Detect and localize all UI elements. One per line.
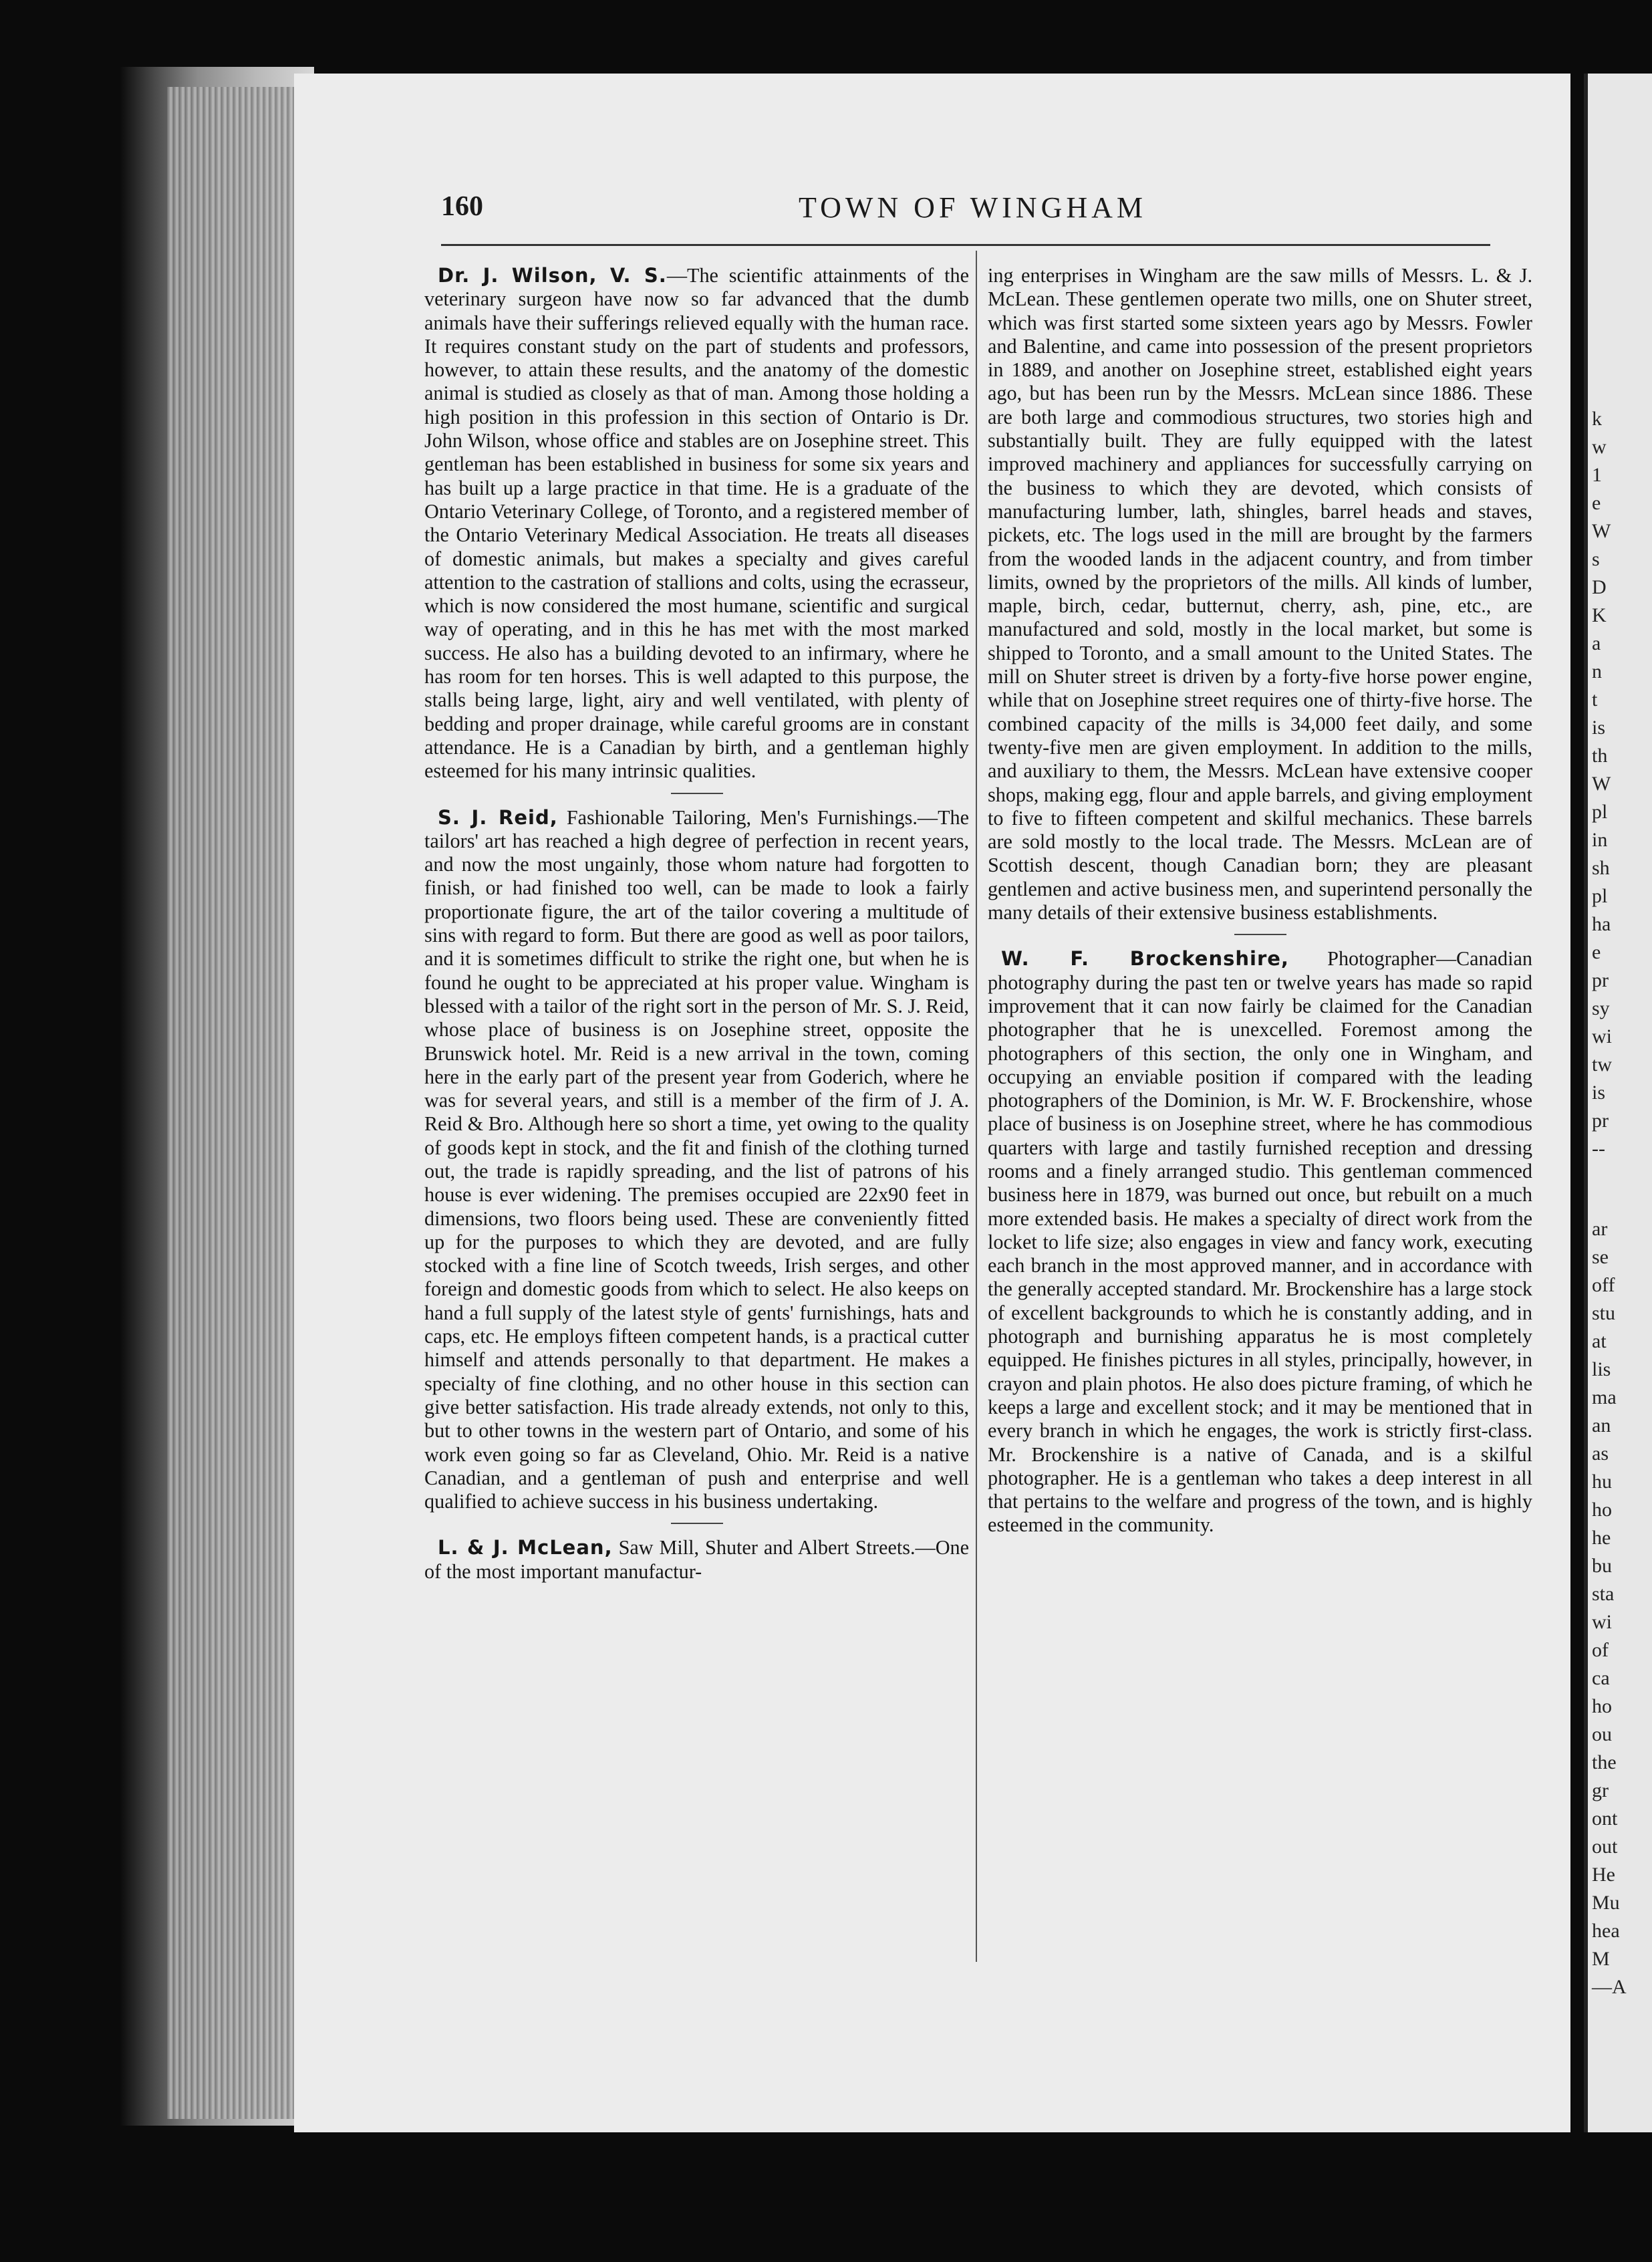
adjacent-page-fragment: —A	[1592, 1976, 1627, 1998]
adjacent-page-fragment: W	[1592, 773, 1611, 795]
adjacent-page-fragment: hea	[1592, 1920, 1620, 1942]
adjacent-page-fragment: out	[1592, 1836, 1618, 1858]
adjacent-page-fragment: as	[1592, 1442, 1609, 1465]
adjacent-page-fragment: he	[1592, 1527, 1611, 1549]
page-header	[441, 191, 1490, 231]
header-rule	[441, 244, 1490, 246]
adjacent-page-fragment: ho	[1592, 1695, 1612, 1717]
adjacent-page-fragment: w	[1592, 436, 1607, 458]
adjacent-page-fragment: th	[1592, 745, 1608, 767]
adjacent-page-fragment: ha	[1592, 913, 1611, 935]
adjacent-page-fragment: pr	[1592, 969, 1609, 991]
adjacent-page-fragment: lis	[1592, 1358, 1611, 1380]
entry-text: Fashionable Tailoring, Men's Furnishings.—The tailors' art has reached a high degree of perfection in recent years, and now the most ungainly, those whom nature had forgotten to finish, or had finished too well, can be made to look a fairly proportionate figure, the art of the tailor covering a multitude of sins with regard to form. But there are good as well as poor tailors, and it is sometimes difficult to strike the right one, but when he is found he ought to be appreciated at his proper value. Wingham is blessed with a tailor of the right sort in the person of Mr. S. J. Reid, whose place of business is on Josephine street, opposite the Brunswick hotel. Mr. Reid is a new arrival in the town, coming here in the early part of the present year from Goderich, where he was for several years, and still is a member of the firm of J. A. Reid & Bro. Although here so short a time, yet owing to the quality of goods kept in stock, and the fit and finish of the clothing turned out, the trade is rapidly spreading, and the list of patrons of his house is ever widening. The premises occupied are 22x90 feet in dimensions, two floors being used. These are conveniently fitted up for the purposes to which they are devoted, and are fully stocked with a fine line of Scotch tweeds, Irish serges, and other foreign and domestic goods from which to select. He also keeps on hand a full supply of the latest style of gents' furnishings, hats and caps, etc. He employs fifteen competent hands, is a practical cutter himself and attends personally to that department. He makes a specialty of fine clothing, and no other house in this section can give better satisfaction. His trade already extends, not only to this, but to other towns in the western part of Ontario, and some of his work even going so far as Cleveland, Ohio. Mr. Reid is a native Canadian, and a gentleman of push and enterprise and well qualified to achieve success in his business undertaking.	[424, 805, 970, 1513]
running-title: TOWN OF WINGHAM	[799, 191, 1147, 224]
adjacent-page-fragment: pl	[1592, 885, 1608, 907]
column-divider	[976, 251, 977, 1962]
left-column	[424, 264, 969, 1584]
adjacent-page-fragment: bu	[1592, 1555, 1612, 1577]
adjacent-page-fragment: t	[1592, 688, 1598, 711]
entry-text: Saw Mill, Shuter and Albert Streets.—One of the most important manufactur-	[424, 1536, 970, 1583]
adjacent-page-fragment: s	[1592, 548, 1600, 570]
entry-text: —The scientific attainments of the veterinary surgeon have now so far advanced that the dumb animals have their sufferings relieved equally with the human race. It requires constant study on the part of students and professors, however, to attain these results, and the anatomy of the domestic animal is studied as closely as that of man. Among those holding a high position in this profession in this section of Ontario is Dr. John Wilson, whose office and stables are on Josephine street. This gentleman has been established in business for some six years and has built up a large practice in that time. He is a graduate of the Ontario Veterinary College, of Toronto, and a registered member of the Ontario Veterinary Medical Association. He treats all diseases of domestic animals, but makes a specialty and gives careful attention to the castration of stallions and colts, using the ecrasseur, which is now considered the most humane, scientific and surgical way of operating, and in this he has met with the most marked success. He also has a building devoted to an infirmary, where he has room for ten horses. This is well adapted to this purpose, the stalls being large, light, airy and well ventilated, with plenty of bedding and proper drainage, while careful grooms are in constant attendance. He is a Canadian by birth, and a gentleman highly esteemed for his many intrinsic qualities.	[424, 264, 969, 783]
adjacent-page-fragment: 1	[1592, 464, 1602, 486]
adjacent-page-fragment: n	[1592, 660, 1602, 682]
adjacent-page-fragment: He	[1592, 1864, 1615, 1886]
adjacent-page-fragment: se	[1592, 1246, 1609, 1268]
page-number: 160	[441, 191, 483, 222]
adjacent-page-fragment: Mu	[1592, 1892, 1620, 1914]
entry-text: Photographer—Canadian photography during the past ten or twelve years has made so rapid improvement that it can now fairly be claimed for the Canadian photographer that he is unexcelled. Foremost among the photographers of this section, the only one in Wingham, and occupying an enviable position if compared with the leading photographers of the Dominion, is Mr. W. F. Brockenshire, whose place of business is on Josephine street, where he has commodious quarters with large and tastily furnished reception and dressing rooms and a finely arranged studio. This gentleman commenced business here in 1879, was burned out once, but rebuilt on a much more extended basis. He makes a specialty of direct work from the locket to life size; also engages in view and fancy work, executing each branch in the most approved manner, and in accordance with the generally accepted standard. Mr. Brockenshire has a large stock of excellent backgrounds to which he is constantly adding, and in photograph and burnishing apparatus he is most completely equipped. He finishes pictures in all styles, principally, however, in crayon and plain photos. He also does picture framing, of which he keeps a large and excellent stock; and it may be mentioned that in every branch in which he engages, the work is strictly first-class. Mr. Brockenshire is a native of Canada, and is a skilful photographer. He is a gentleman who takes a deep interest in all that pertains to the welfare and progress of the town, and is highly esteemed in the community.	[988, 947, 1532, 1537]
adjacent-page-fragment: at	[1592, 1330, 1607, 1352]
adjacent-page-fragment: pr	[1592, 1110, 1609, 1132]
adjacent-page-fragment: an	[1592, 1414, 1611, 1436]
adjacent-page-fragment: a	[1592, 632, 1601, 654]
adjacent-page-fragment: ma	[1592, 1386, 1617, 1408]
adjacent-page-fragment: the	[1592, 1751, 1617, 1773]
adjacent-page-fragment: gr	[1592, 1779, 1609, 1801]
adjacent-page-fragment: sy	[1592, 997, 1610, 1019]
adjacent-page-fragment: ho	[1592, 1499, 1612, 1521]
adjacent-page-fragment: K	[1592, 604, 1607, 626]
adjacent-page-fragment: is	[1592, 1082, 1606, 1104]
adjacent-page-fragment: e	[1592, 941, 1601, 963]
adjacent-page-fragment: in	[1592, 829, 1608, 851]
adjacent-page-fragment: ont	[1592, 1807, 1618, 1830]
adjacent-page-fragment: sta	[1592, 1583, 1615, 1605]
entry-separator	[671, 1523, 723, 1524]
entry-brockenshire	[988, 947, 1532, 1537]
entry-reid	[424, 806, 969, 1514]
entry-separator	[1234, 934, 1286, 935]
adjacent-page-fragment: hu	[1592, 1471, 1612, 1493]
entry-name: W. F. Brockenshire,	[1001, 947, 1289, 971]
adjacent-page-fragment: W	[1592, 520, 1611, 542]
entry-name: L. & J. McLean,	[438, 1536, 613, 1559]
adjacent-page-fragment: is	[1592, 717, 1606, 739]
adjacent-page-strip	[1584, 74, 1652, 2132]
entry-name: Dr. J. Wilson, V. S.	[438, 264, 667, 287]
right-column	[988, 264, 1532, 1537]
page-stack-edge	[167, 87, 301, 2119]
adjacent-page-fragment: of	[1592, 1639, 1609, 1661]
adjacent-page-fragment: stu	[1592, 1302, 1616, 1324]
entry-text: ing enterprises in Wingham are the saw mills of Messrs. L. & J. McLean. These gentlemen operate two mills, one on Shuter street, which was first started some sixteen years ago by Messrs. Fowler and Balentine, and came into possession of the present proprietors in 1889, and another on Josephine street, established eight years ago, but has been run by the Messrs. McLean since 1886. These are both large and commodious structures, two stories high and substantially built. They are fully equipped with the latest improved machinery and appliances for successfully carrying on the business to which they are devoted, which consists of manufacturing lumber, lath, shingles, barrel heads and staves, pickets, etc. The logs used in the mill are brought by the farmers from the wooded lands in the adjacent country, and from timber limits, owned by the proprietors of the mills. All kinds of lumber, maple, birch, cedar, butternut, cherry, ash, pine, etc., are manufactured and sold, mostly in the local market, but some is shipped to Toronto, and a small amount to the United States. The mill on Shuter street is driven by a forty-five horse power engine, while that on Josephine street requires one of thirty-five horse. The combined capacity of the mills is 34,000 feet daily, and some twenty-five men are given employment. In addition to the mills, and auxiliary to them, the Messrs. McLean have extensive cooper shops, making egg, flour and apple barrels, and giving employment to five to fifteen competent and skilful mechanics. These barrels are sold mostly to the local trade. The Messrs. McLean are of Scottish descent, though Canadian born; they are pleasant gentlemen and active business men, and superintend personally the many details of their extensive business establishments.	[988, 264, 1532, 924]
adjacent-page-fragment: off	[1592, 1274, 1615, 1296]
entry-mclean-continued	[988, 264, 1532, 924]
entry-name: S. J. Reid,	[438, 805, 558, 829]
adjacent-page-fragment: pl	[1592, 801, 1608, 823]
adjacent-page-fragment: sh	[1592, 857, 1610, 879]
entry-separator	[671, 793, 723, 794]
adjacent-page-fragment: ou	[1592, 1723, 1612, 1745]
adjacent-page-fragment: wi	[1592, 1025, 1612, 1047]
adjacent-page-fragment: D	[1592, 576, 1607, 598]
adjacent-page-fragment: --	[1592, 1138, 1605, 1160]
adjacent-page-fragment: ar	[1592, 1218, 1608, 1240]
entry-mclean-start	[424, 1536, 969, 1584]
adjacent-page-fragment: M	[1592, 1948, 1610, 1970]
adjacent-page-fragment: e	[1592, 492, 1601, 514]
adjacent-page-fragment: k	[1592, 408, 1602, 430]
entry-wilson	[424, 264, 969, 783]
adjacent-page-fragment: ca	[1592, 1667, 1610, 1689]
adjacent-page-fragment: tw	[1592, 1053, 1612, 1076]
adjacent-page-fragment: wi	[1592, 1611, 1612, 1633]
